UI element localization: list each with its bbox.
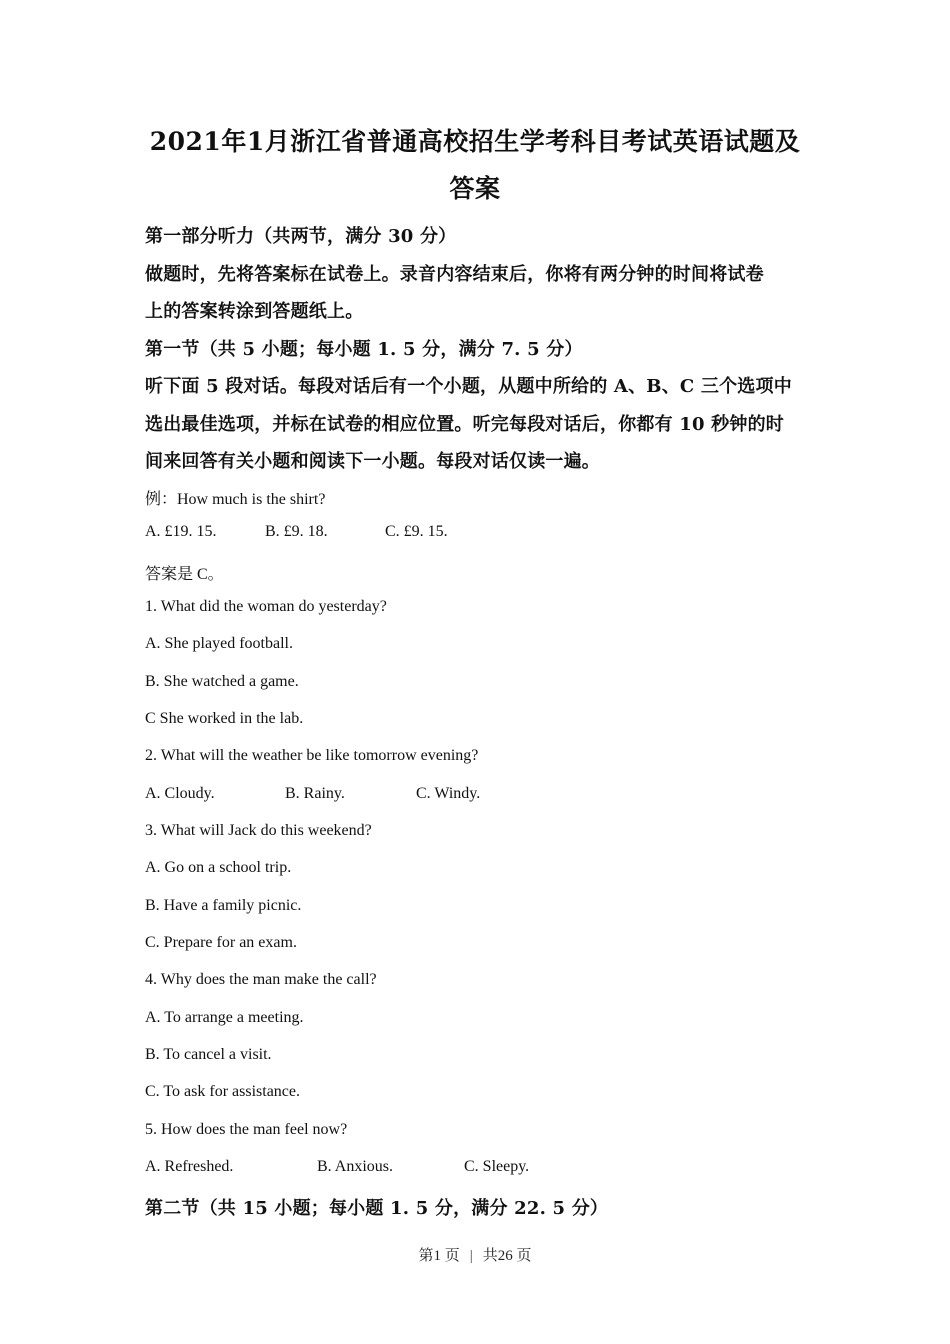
question-4-option-c: C. To ask for assistance.	[145, 1083, 300, 1100]
question-1-option-a: A. She played football.	[145, 635, 293, 652]
section1-instruction-line-1: 听下面 5 段对话。每段对话后有一个小题，从题中所给的 A、B、C 三个选项中	[145, 376, 792, 397]
question-1-option-c: C She worked in the lab.	[145, 710, 304, 727]
section2-heading: 第二节（共 15 小题；每小题 1. 5 分，满分 22. 5 分）	[145, 1198, 609, 1219]
example-option-c: C. £9. 15.	[385, 523, 448, 540]
question-5-option-b: B. Anxious.	[317, 1158, 394, 1175]
question-4-option-a: A. To arrange a meeting.	[145, 1009, 304, 1026]
example-question: 例：How much is the shirt?	[145, 491, 326, 508]
part1-instruction-line-1: 做题时，先将答案标在试卷上。录音内容结束后，你将有两分钟的时间将试卷	[145, 264, 764, 285]
question-2-option-c: C. Windy.	[416, 785, 481, 802]
example-option-a: A. £19. 15.	[145, 523, 217, 540]
question-5-option-a: A. Refreshed.	[145, 1158, 234, 1175]
question-2-option-a: A. Cloudy.	[145, 785, 215, 802]
page-number: 第1 页	[418, 1248, 460, 1264]
part1-heading: 第一部分听力（共两节，满分 30 分）	[145, 226, 457, 247]
example-option-b: B. £9. 18.	[265, 523, 328, 540]
section1-instruction-line-3: 间来回答有关小题和阅读下一小题。每段对话仅读一遍。	[145, 451, 600, 472]
section1-instruction-line-2: 选出最佳选项，并标在试卷的相应位置。听完每段对话后，你都有 10 秒钟的时	[145, 414, 784, 435]
question-2: 2. What will the weather be like tomorrow evening?	[145, 747, 479, 764]
question-5: 5. How does the man feel now?	[145, 1121, 348, 1138]
page-total: 共26 页	[482, 1248, 532, 1264]
page-footer	[0, 1244, 950, 1265]
question-1-option-b: B. She watched a game.	[145, 673, 299, 690]
section1-heading: 第一节（共 5 小题；每小题 1. 5 分，满分 7. 5 分）	[145, 339, 583, 360]
part1-instruction-line-2: 上的答案转涂到答题纸上。	[145, 301, 364, 322]
example-answer: 答案是 C。	[145, 566, 224, 583]
question-2-option-b: B. Rainy.	[285, 785, 345, 802]
question-3-option-c: C. Prepare for an exam.	[145, 934, 297, 951]
question-3-option-a: A. Go on a school trip.	[145, 859, 292, 876]
question-1: 1. What did the woman do yesterday?	[145, 598, 387, 615]
question-3-option-b: B. Have a family picnic.	[145, 897, 302, 914]
footer-separator: |	[469, 1248, 473, 1264]
question-4: 4. Why does the man make the call?	[145, 971, 377, 988]
question-3: 3. What will Jack do this weekend?	[145, 822, 372, 839]
question-5-option-c: C. Sleepy.	[464, 1158, 530, 1175]
question-4-option-b: B. To cancel a visit.	[145, 1046, 272, 1063]
document-title-line-1: 2021年1月浙江省普通高校招生学考科目考试英语试题及	[149, 127, 801, 156]
document-title-line-2: 答案	[449, 174, 501, 203]
